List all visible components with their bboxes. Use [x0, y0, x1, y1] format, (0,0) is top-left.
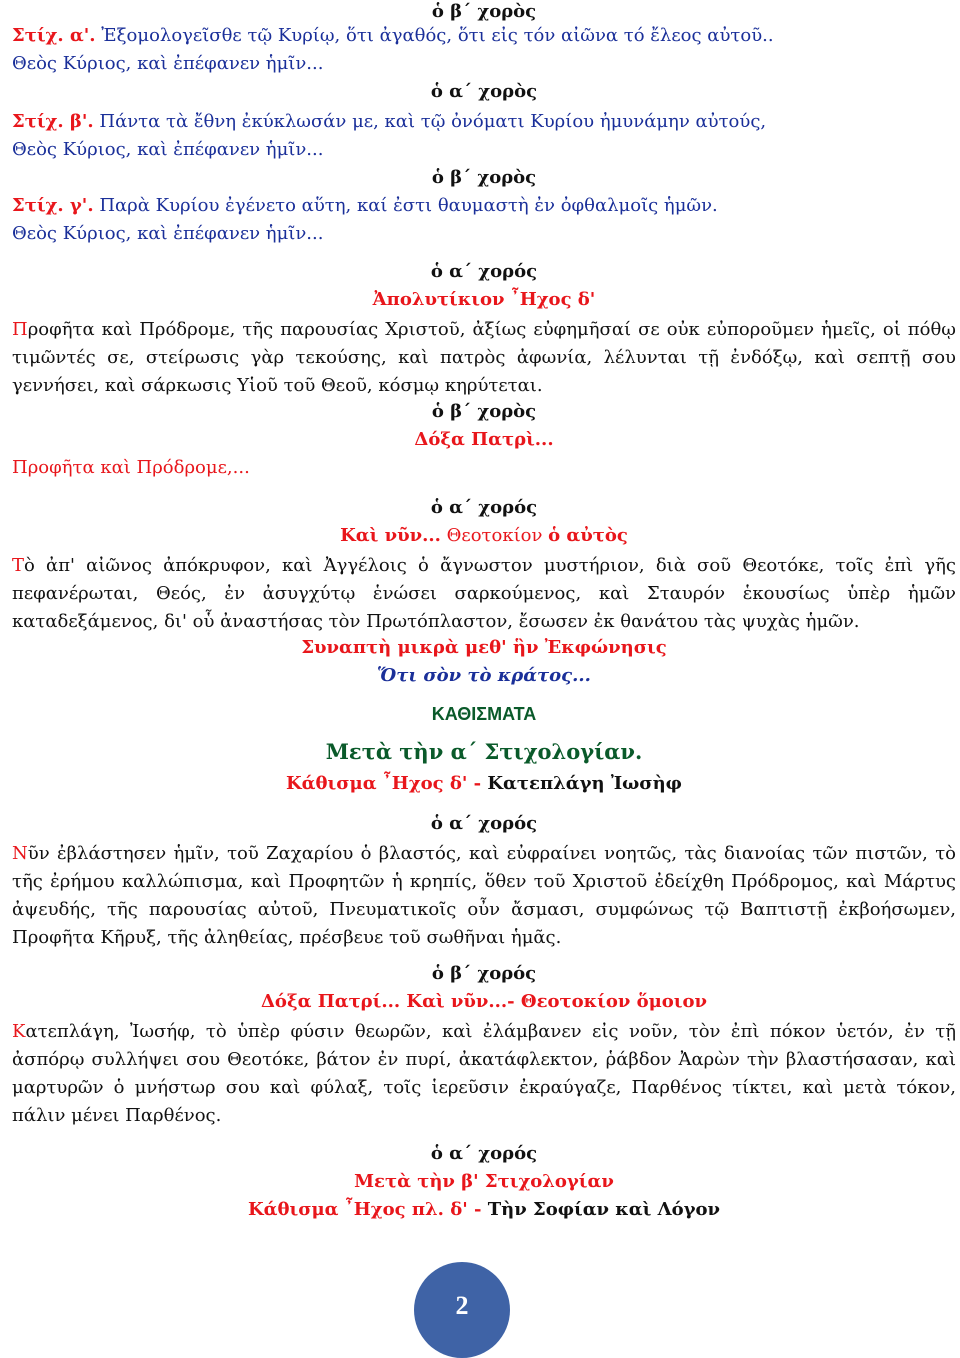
refrain-line: Θεὸς Κύριος, καὶ ἐπέφανεν ἡμῖν...	[12, 223, 324, 244]
kathisma-heading	[12, 1198, 956, 1222]
o-aftos: ὁ αὐτὸς	[548, 525, 628, 546]
kathisma-model: Κατεπλάγη Ἰωσὴφ	[487, 773, 682, 794]
section-title: ΚΑΘΙΣΜΑΤΑ	[431, 704, 537, 724]
drop-initial: Ν	[12, 843, 28, 864]
choir-heading: ὁ β΄ χορὸς	[431, 401, 537, 422]
verse-text: Πάντα τὰ ἔθνη ἐκύκλωσάν με, καὶ τῷ ὀνόματι Κυρίου ἠμυνάμην αὐτούς,	[93, 111, 767, 132]
kathisma-text	[12, 840, 956, 952]
apolytikion-heading: Ἀπολυτίκιον ῏Ηχος δ'	[372, 289, 596, 310]
choir-heading: ὁ α΄ χορός	[430, 1143, 538, 1164]
ekfonisis	[12, 664, 956, 688]
verse-label: Στίχ. β'.	[12, 111, 94, 132]
drop-initial: Τ	[12, 555, 25, 576]
kathisma-label: Κάθισμα ῏Ηχος πλ. δ' -	[248, 1199, 488, 1220]
verse-label: Στίχ. α'.	[12, 25, 96, 46]
choir-heading: ὁ β΄ χορός	[431, 963, 537, 984]
stichology-heading: Μετὰ τὴν β' Στιχολογίαν	[354, 1171, 614, 1192]
refrain-line: Θεὸς Κύριος, καὶ ἐπέφανεν ἡμῖν...	[12, 139, 324, 160]
page-number: 2	[455, 1291, 469, 1320]
hymn-body: ὸ ἀπ' αἰῶνος ἀπόκρυφον, καὶ Ἀγγέλοις ὁ ἄγνωστον μυστήριον, διὰ σοῦ Θεοτόκε, τοῖς ἐπὶ γῆς πεφανέρωται, Θεός, ἐν ἀσυγχύτῳ ἑνώσει σαρκούμενος, καὶ Σταυρόν ἑκουσίως ὑπὲρ ἡμῶν καταδεξάμενος, δι' οὗ ἀναστήσας τὸν Πρωτόπλαστον, ἔσωσεν ἐκ θανάτου τὰς ψυχὰς ἡμῶν.	[12, 555, 956, 632]
doxa-heading: Δόξα Πατρὶ...	[414, 429, 554, 450]
choir-heading: ὁ α΄ χορός	[430, 497, 538, 518]
verse-line	[12, 110, 766, 134]
synapti-heading: Συναπτὴ μικρὰ μεθ' ἣν Ἐκφώνησις	[301, 637, 667, 658]
kathisma-model: Τὴν Σοφίαν καὶ Λόγον	[487, 1199, 720, 1220]
kai-nyn: Καὶ νῦν...	[340, 525, 441, 546]
theotokion-word: Θεοτοκίον	[440, 525, 549, 546]
choir-heading: ὁ α΄ χορός	[430, 261, 538, 282]
choir-heading: ὁ α΄ χορὸς	[430, 81, 538, 102]
refrain-line: Θεὸς Κύριος, καὶ ἐπέφανεν ἡμῖν...	[12, 53, 324, 74]
hymn-body: ατεπλάγη, Ἰωσήφ, τὸ ὑπὲρ φύσιν θεωρῶν, καὶ ἐλάμβανεν εἰς νοῦν, τὸν ἐπὶ πόκον ὑετόν, ἐν τῇ ἀσπόρῳ συλλήψει σου Θεοτόκε, βάτον ἐν πυρί, ἀκατάφλεκτον, ῥάβδον Ἀαρὼν τὴν βλαστήσασαν, καὶ μαρτυρῶν ὁ μνήστωρ σου καὶ φύλαξ, τοῖς ἱερεῦσιν ἐκραύγαζε, Παρθένος τίκτει, καὶ μετὰ τόκον, πάλιν μένει Παρθένος.	[12, 1021, 956, 1126]
choir-heading: ὁ α΄ χορός	[430, 813, 538, 834]
drop-initial: Π	[12, 319, 28, 340]
choir-heading: ὁ β΄ χορὸς	[431, 167, 537, 188]
choir-heading: ὁ β΄ χορὸς	[431, 1, 537, 22]
apolytikion-text	[12, 316, 956, 400]
theotokion-text	[12, 552, 956, 636]
drop-initial: Κ	[12, 1021, 26, 1042]
hymn-body: ῦν ἐβλάστησεν ἡμῖν, τοῦ Ζαχαρίου ὁ βλαστός, καὶ εὐφραίνει νοητῶς, τὰς διανοίας τῶν πιστῶν, τὸ τῆς ἐρήμου καλλώπισμα, καὶ Προφητῶν ἡ κρηπίς, ὅθεν τοῦ Χριστοῦ ἐδείχθη Πρόδρομος, καὶ Μάρτυς ἀψευδής, τῆς παρουσίας αὐτοῦ, Πνευματικοῖς οὖν ἄσμασι, συμφώνως τῷ Βαπτιστῇ ἐκβοήσωμεν, Προφῆτα Κῆρυξ, τῆς ἀληθείας, πρέσβευε τοῦ σωθῆναι ἡμᾶς.	[12, 843, 956, 948]
kathisma-label: Κάθισμα ῏Ηχος δ' -	[286, 773, 488, 794]
verse-line	[12, 194, 718, 218]
ekfonisis-text: Ὅτι σὸν τὸ κράτος...	[377, 665, 591, 686]
page-number-badge	[414, 1262, 510, 1358]
doxa-heading: Δόξα Πατρί... Καὶ νῦν...- Θεοτοκίον ὅμοιον	[260, 991, 708, 1012]
verse-line	[12, 24, 774, 48]
verse-label: Στίχ. γ'.	[12, 195, 94, 216]
verse-text: Ἐξομολογεῖσθε τῷ Κυρίῳ, ὅτι ἀγαθός, ὅτι εἰς τόν αἰῶνα τό ἔλεος αὐτοῦ..	[95, 25, 774, 46]
theotokion-text	[12, 1018, 956, 1130]
stichology-heading: Μετὰ τὴν α΄ Στιχολογίαν.	[325, 739, 643, 764]
kathisma-heading	[12, 772, 956, 796]
hymn-repeat: Προφῆτα καὶ Πρόδρομε,...	[12, 457, 250, 478]
verse-text: Παρὰ Κυρίου ἐγένετο αὕτη, καί ἐστι θαυμαστὴ ἐν ὀφθαλμοῖς ἡμῶν.	[93, 195, 718, 216]
theotokion-heading	[12, 524, 956, 548]
hymn-body: ροφῆτα καὶ Πρόδρομε, τῆς παρουσίας Χριστοῦ, ἀξίως εὐφημῆσαί σε οὐκ εὐποροῦμεν ἡμεῖς, οἱ πόθῳ τιμῶντές σε, στείρωσις γὰρ τεκούσης, καὶ πατρὸς ἀφωνία, λέλυνται τῇ ἐνδόξῳ, καὶ σεπτῇ σου γεννήσει, καὶ σάρκωσις Υἱοῦ τοῦ Θεοῦ, κόσμῳ κηρύτεται.	[12, 319, 956, 396]
